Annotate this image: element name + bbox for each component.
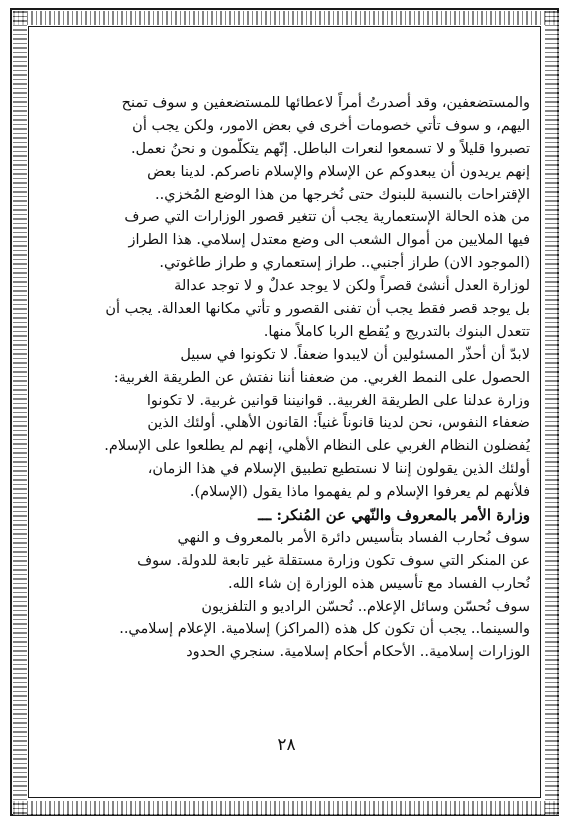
text-line: تتعدل البنوك بالتدريج و يُقطع الربا كاملاً منها. [263, 323, 530, 340]
text-line: والمستضعفين، وقد أصدرتُ أمراً لاعطائها للمستضعفين و سوف تمنح [121, 95, 530, 111]
body-text [44, 92, 530, 664]
text-line: من هذه الحالة الإستعمارية يجب أن تتغير قصور الوزارات التي صرف [124, 209, 530, 226]
text-line: يُفضلون النظام الغربي على النظام الأهلي، إنهم لم يطلعوا على الإسلام. [104, 438, 530, 455]
text-line: (الموجود الان) طراز أجنبي.. طراز إستعماري و طراز طاغوتي. [159, 255, 530, 272]
text-line: لوزارة العدل أنشئ قصراً ولكن لا يوجد عدلٌ و لا توجد عدالة [174, 278, 530, 295]
text-line: الإقتراحات بالنسبة للبنوك حتى نُخرجها من هذا الوضع المُخزي.. [155, 186, 530, 203]
text-line: لابدّ أن أحذّر المسئولين أن لايبدوا ضعفاً. لا تكونوا في سبيل [180, 346, 530, 363]
text-line: أولئك الذين يقولون إننا لا نستطيع تطبيق الإسلام في هذا الزمان، [147, 461, 530, 478]
text-line: والسينما.. يجب أن تكون كل هذه (المراكز) إسلامية. الإعلام إسلامي.. [119, 621, 530, 638]
text-line: فلأنهم لم يعرفوا الإسلام و لم يفهموا ماذا يقول (الإسلام). [189, 484, 530, 501]
section-heading: وزارة الأمر بالمعروف والنّهي عن المُنكر: ـــ [258, 506, 530, 525]
page-number: ٢٨ [277, 735, 296, 755]
text-line: عن المنكر التي سوف تكون وزارة مستقلة غير تابعة للدولة. سوف [137, 552, 530, 569]
text-line: سوف نُحارب الفساد بتأسيس دائرة الأمر بالمعروف و النهي [177, 529, 530, 546]
text-line: نُحارب الفساد مع تأسيس هذه الوزارة إن شاء الله. [228, 575, 530, 592]
text-line: الوزارات إسلامية.. الأحكام أحكام إسلامية. سنجري الحدود [186, 644, 530, 661]
ornamental-border-top [13, 11, 556, 25]
text-line: ضعفاء النفوس، نحن لدينا قانوناً غنياً: القانون الأهلي. أولئك الذين [147, 415, 530, 432]
text-line: فيها الملايين من أموال الشعب الى وضع معتدل إسلامي. هذا الطراز [128, 232, 530, 249]
text-line: بل يوجد قصر فقط يجب أن تفنى القصور و تأتي مكانها العدالة. يجب أن [105, 301, 530, 318]
text-line: سوف نُحسّن وسائل الإعلام.. نُحسّن الراديو و التلفزيون [201, 598, 530, 615]
ornamental-border-bottom [13, 801, 556, 815]
text-line: الحصول على النمط الغربي. من ضعفنا أننا نفتش عن الطريقة الغربية: [113, 369, 530, 386]
text-line: وزارة عدلنا على الطريقة الغربية.. قوانيننا قوانين غربية. لا تكونوا [146, 392, 530, 409]
text-line: اليهم، و سوف تأتي خصومات أخرى في بعض الامور، ولكن يجب أن [132, 117, 530, 134]
ornamental-border-right [545, 11, 559, 815]
text-line: تصبروا قليلاً و لا تسمعوا لنعرات الباطل. إنّهم يتكلّمون و نحنُ نعمل. [130, 140, 530, 157]
ornamental-border-left [13, 11, 27, 815]
text-line: إنهم يريدون أن يبعدوكم عن الإسلام والإسلام ناصركم. لدينا بعض [147, 163, 530, 180]
